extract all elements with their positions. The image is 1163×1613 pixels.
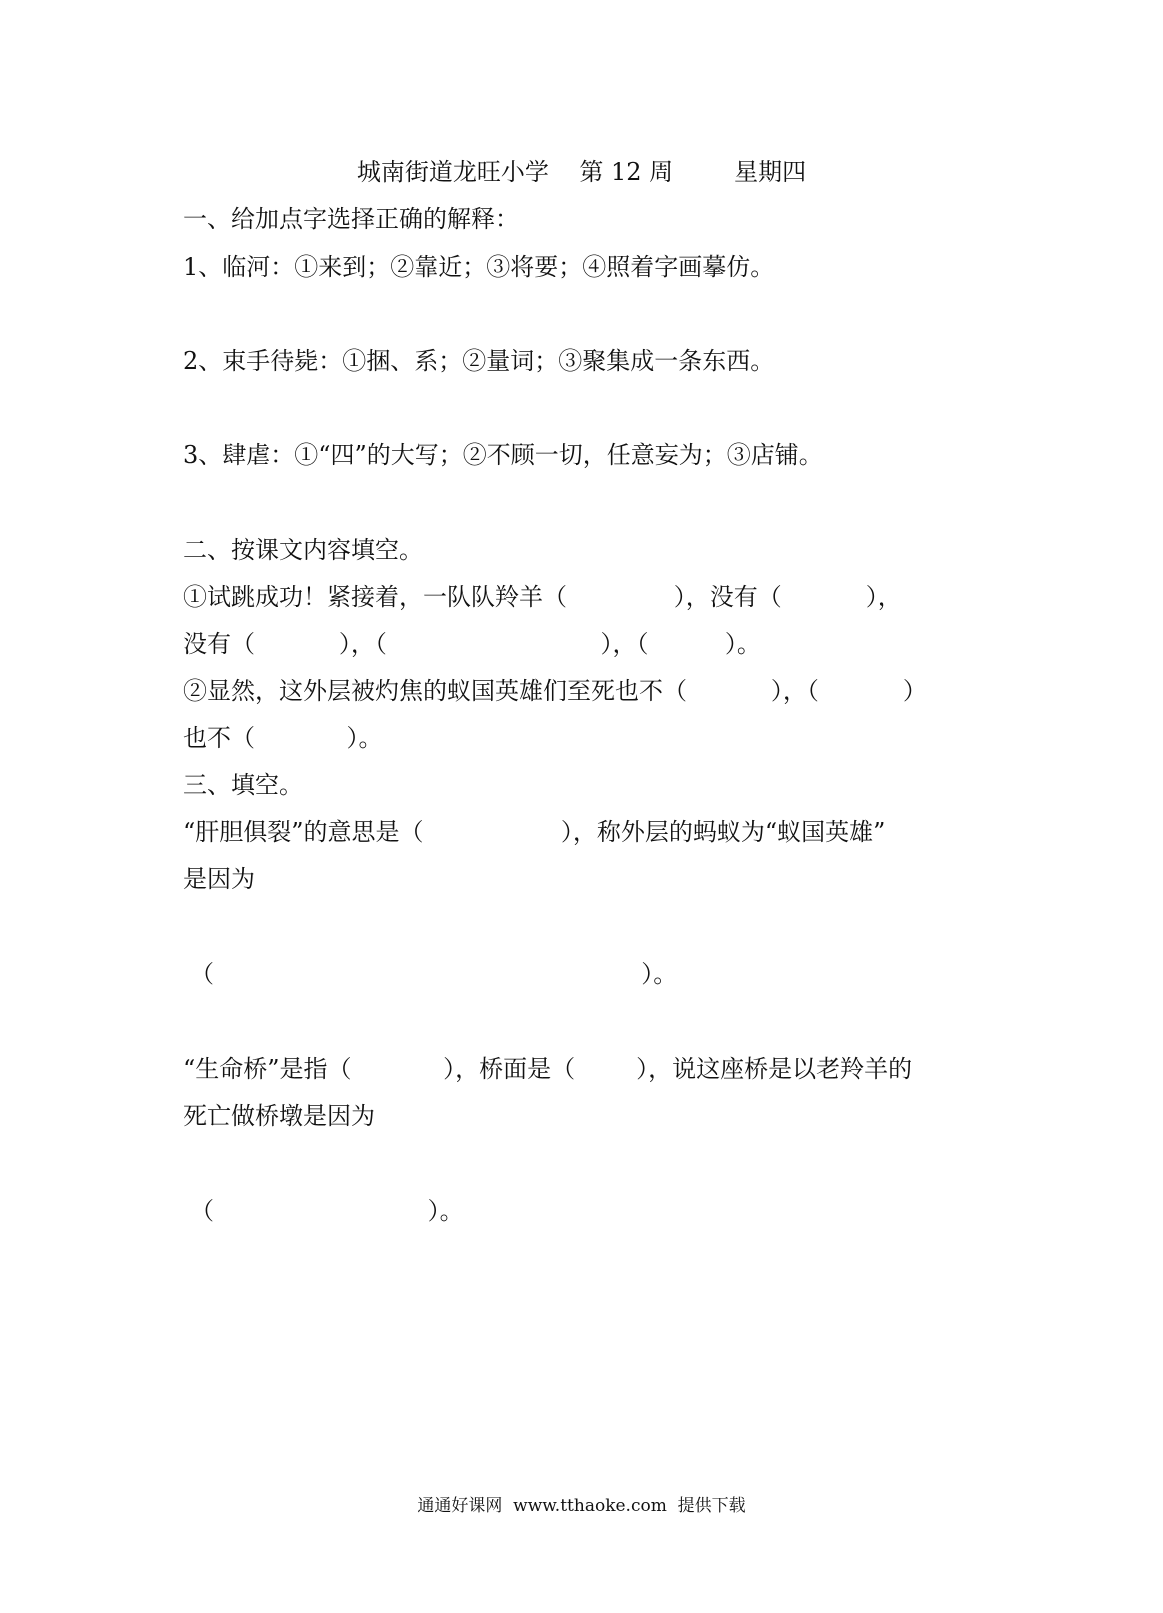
section2-q2-line2: 也不（ ）。 [183, 724, 383, 752]
page-title: 城南街道龙旺小学 第 12 周 星期四 [356, 158, 807, 186]
footer-credit: 通通好课网 www.tthaoke.com 提供下载 [417, 1496, 746, 1516]
section2-q2-line1: ②显然，这外层被灼焦的蚁国英雄们至死也不（ ），（ ） [183, 677, 927, 705]
section2-q1-line2: 没有（ ），（ ），（ ）。 [183, 630, 761, 658]
section3-q1-line2: 是因为 [183, 865, 255, 893]
section3-q2-blank: （ ）。 [190, 1197, 464, 1225]
section2-heading: 二、按课文内容填空。 [183, 536, 423, 564]
section3-q1-line1: “肝胆俱裂”的意思是（ ），称外层的蚂蚁为“蚁国英雄” [183, 818, 886, 846]
section3-q2-line1: “生命桥”是指（ ），桥面是（ ），说这座桥是以老羚羊的 [183, 1055, 913, 1083]
section1-item-1: 1、临河：①来到；②靠近；③将要；④照着字画摹仿。 [183, 253, 775, 281]
section3-heading: 三、填空。 [183, 771, 303, 799]
section3-q2-line2: 死亡做桥墩是因为 [183, 1102, 375, 1130]
section1-heading: 一、给加点字选择正确的解释： [183, 205, 519, 233]
section2-q1-line1: ①试跳成功！紧接着，一队队羚羊（ ），没有（ ）， [183, 583, 902, 611]
section1-item-3: 3、肆虐：①“四”的大写；②不顾一切，任意妄为；③店铺。 [183, 441, 823, 469]
section3-q1-blank: （ ）。 [190, 960, 678, 988]
section1-item-2: 2、束手待毙：①捆、系；②量词；③聚集成一条东西。 [183, 347, 775, 375]
